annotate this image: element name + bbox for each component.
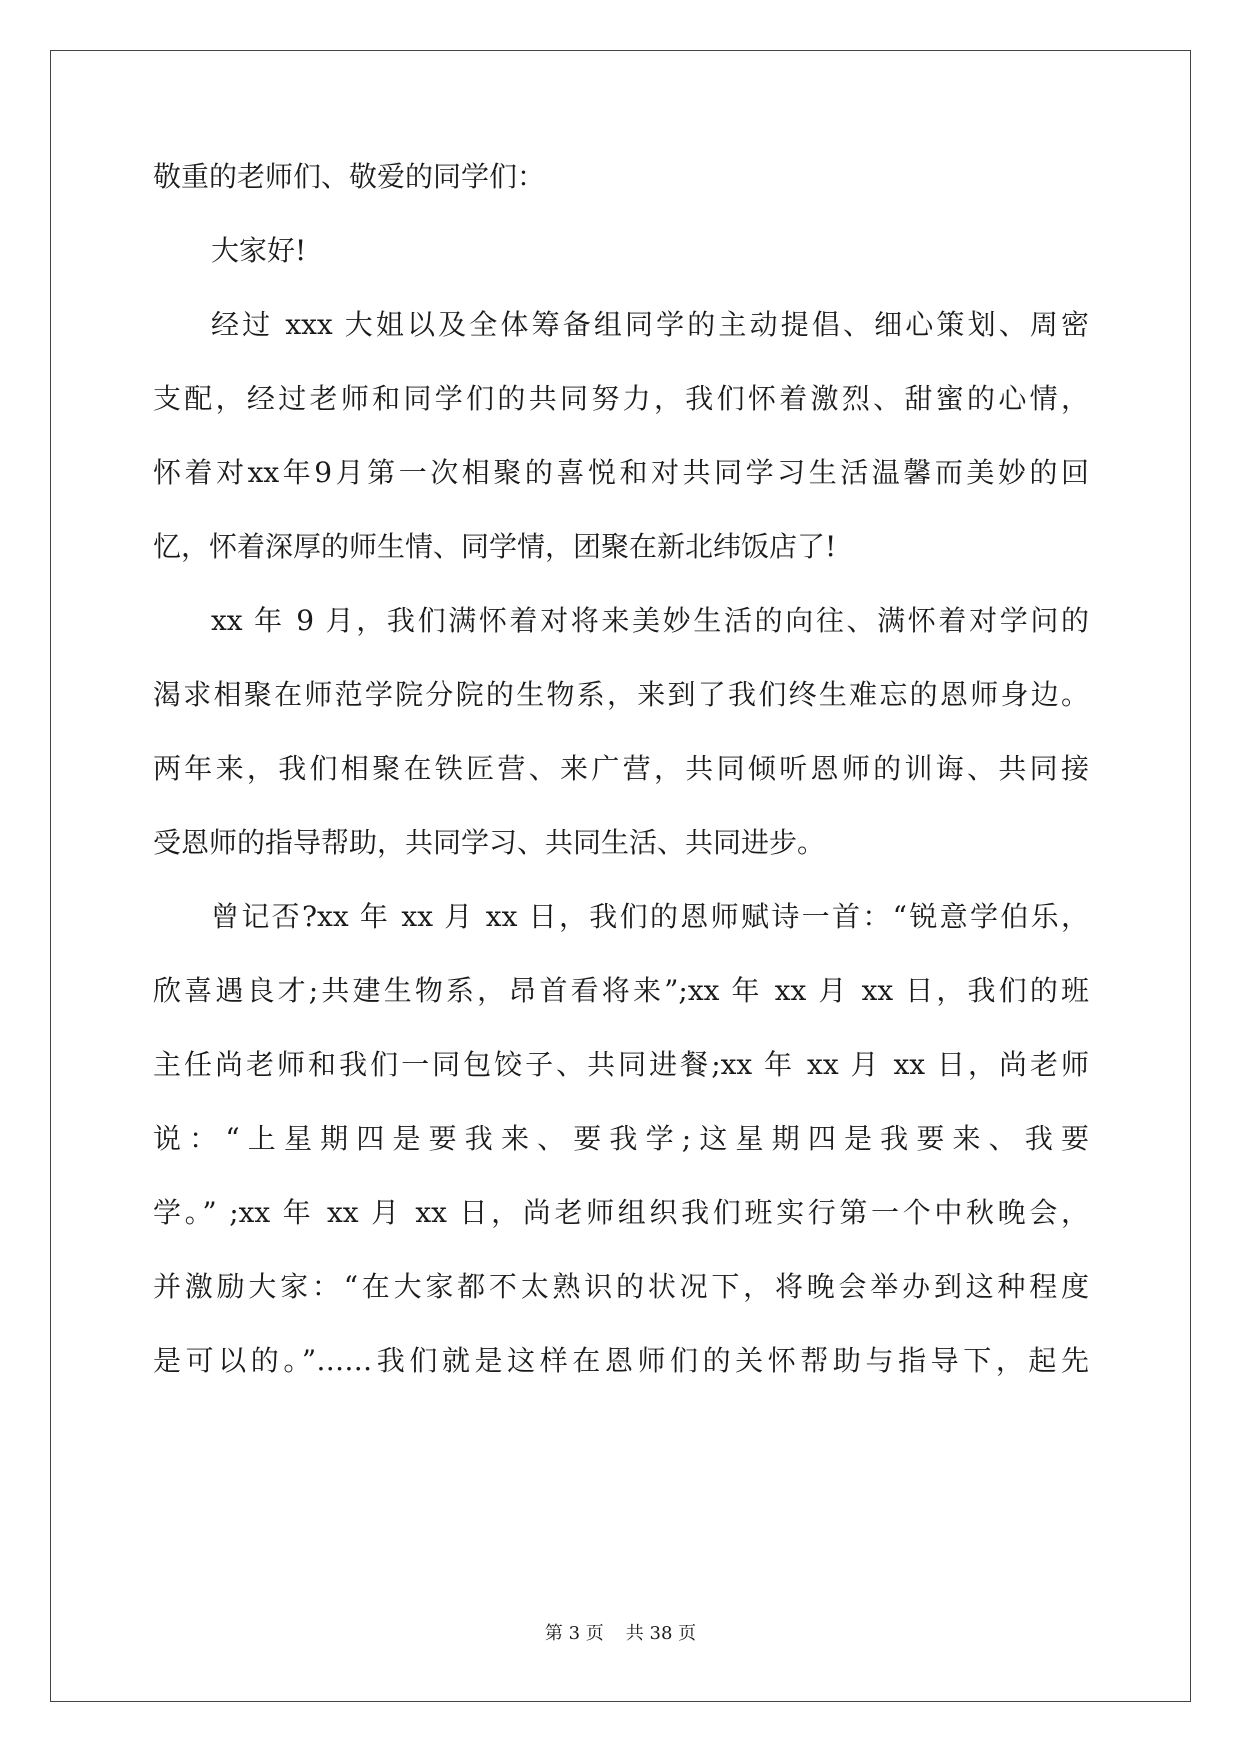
page-total: 共 38 页 [625, 1623, 697, 1644]
paragraph-2-line-3: 两年来，我们相聚在铁匠营、来广营，共同倾听恩师的训诲、共同接 [153, 752, 1089, 785]
salutation-line: 敬重的老师们、敬爱的同学们： [153, 160, 546, 193]
paragraph-3-line-3: 主任尚老师和我们一同包饺子、共同进餐;xx 年 xx 月 xx 日，尚老师 [153, 1048, 1089, 1081]
paragraph-3-line-6: 并激励大家：“在大家都不太熟识的状况下，将晚会举办到这种程度 [153, 1270, 1089, 1303]
page-border [50, 50, 1191, 1702]
paragraph-1-line-3: 怀着对xx年9月第一次相聚的喜悦和对共同学习生活温馨而美妙的回 [153, 456, 1089, 489]
paragraph-3-line-7: 是可以的。”……我们就是这样在恩师们的关怀帮助与指导下，起先 [153, 1344, 1089, 1377]
paragraph-2-line-2: 渴求相聚在师范学院分院的生物系，来到了我们终生难忘的恩师身边。 [153, 678, 1089, 711]
paragraph-1-line-1: 经过 xxx 大姐以及全体筹备组同学的主动提倡、细心策划、周密 [211, 308, 1089, 341]
paragraph-3-line-4: 说：“上星期四是要我来、要我学;这星期四是我要来、我要 [153, 1122, 1089, 1155]
paragraph-2-line-4: 受恩师的指导帮助，共同学习、共同生活、共同进步。 [153, 826, 826, 859]
paragraph-1-line-2: 支配，经过老师和同学们的共同努力，我们怀着激烈、甜蜜的心情， [153, 382, 1089, 415]
paragraph-3-line-2: 欣喜遇良才;共建生物系，昂首看将来”;xx 年 xx 月 xx 日，我们的班 [153, 974, 1089, 1007]
paragraph-3-line-1: 曾记否?xx 年 xx 月 xx 日，我们的恩师赋诗一首：“锐意学伯乐， [211, 900, 1089, 933]
paragraph-1-line-4: 忆，怀着深厚的师生情、同学情，团聚在新北纬饭店了! [153, 530, 837, 563]
paragraph-2-line-1: xx 年 9 月，我们满怀着对将来美妙生活的向往、满怀着对学问的 [211, 604, 1089, 637]
page-number: 第 3 页 [544, 1623, 604, 1644]
greeting-line: 大家好! [211, 234, 307, 267]
page-footer [0, 1622, 1241, 1646]
paragraph-3-line-5: 学。” ;xx 年 xx 月 xx 日，尚老师组织我们班实行第一个中秋晚会， [153, 1196, 1089, 1229]
